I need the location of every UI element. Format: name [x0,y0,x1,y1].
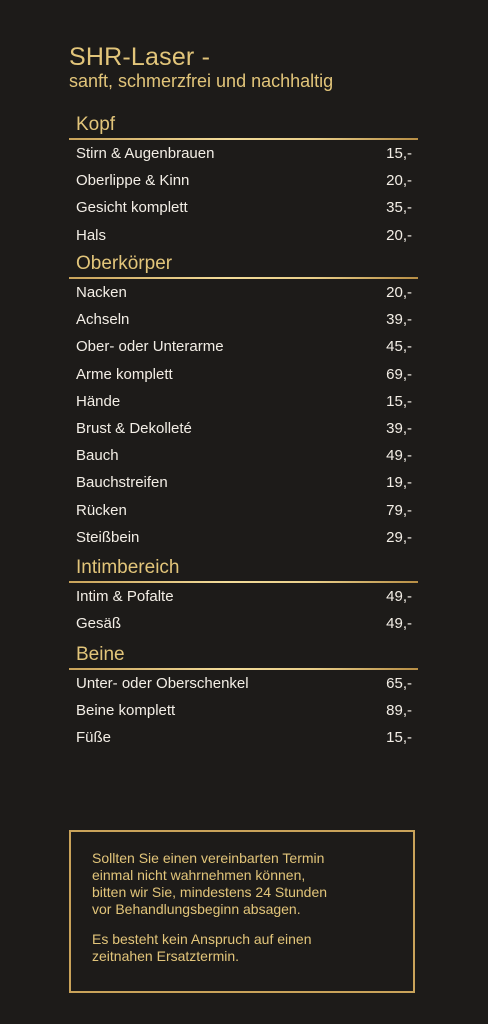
price-section-intimbereich [69,555,418,637]
treatment-label: Beine komplett [76,702,176,720]
section-title: Kopf [76,114,116,135]
page-title: SHR-Laser - [69,43,211,71]
price-row [69,388,418,415]
price-row [69,583,418,610]
treatment-price: 39,- [386,311,412,329]
treatment-price: 29,- [386,528,412,546]
treatment-label: Oberlippe & Kinn [76,172,190,190]
treatment-label: Nacken [76,284,127,301]
treatment-label: Intim & Pofalte [76,588,174,605]
section-title: Oberkörper [76,253,173,274]
treatment-price: 20,- [386,172,412,190]
price-row [69,497,418,524]
treatment-label: Rücken [76,501,127,519]
treatment-price: 35,- [386,199,412,217]
section-header [69,555,418,583]
price-section-kopf [69,112,418,249]
price-row [69,724,418,751]
treatment-price: 15,- [386,392,412,410]
treatment-price: 45,- [386,338,412,356]
price-section-oberkoerper [69,251,418,551]
treatment-price: 49,- [386,615,412,633]
treatment-label: Gesäß [76,615,122,633]
treatment-price: 49,- [386,447,412,465]
treatment-label: Ober- oder Unterarme [76,338,224,356]
price-row [69,442,418,469]
price-row [69,167,418,194]
treatment-label: Bauch [76,447,119,465]
treatment-price: 89,- [386,702,412,720]
treatment-label: Füße [76,729,112,747]
treatment-label: Bauchstreifen [76,474,168,492]
price-row [69,469,418,496]
treatment-price: 20,- [386,284,412,301]
treatment-price: 79,- [386,501,412,519]
treatment-label: Unter- oder Oberschenkel [76,675,249,692]
section-title: Beine [76,644,125,665]
treatment-label: Steißbein [76,528,140,546]
treatment-label: Hände [76,392,121,410]
price-row [69,279,418,306]
treatment-price: 39,- [386,419,412,437]
price-row [69,222,418,249]
section-header [69,251,418,279]
price-row [69,670,418,697]
treatment-price: 65,- [386,675,412,692]
price-row [69,697,418,724]
price-row [69,306,418,333]
price-row [69,361,418,388]
treatment-price: 15,- [386,145,412,162]
cancellation-notice-box [69,830,415,993]
treatment-price: 49,- [386,588,412,605]
price-row [69,610,418,637]
treatment-price: 69,- [386,365,412,383]
price-section-beine [69,642,418,752]
section-header [69,112,418,140]
price-row [69,333,418,360]
treatment-price: 20,- [386,226,412,244]
treatment-label: Brust & Dekolleté [76,419,192,437]
notice-paragraph: Es besteht kein Anspruch auf einen zeitnahen Ersatztermin. [92,931,312,964]
price-row [69,524,418,551]
treatment-label: Arme komplett [76,365,173,383]
treatment-label: Stirn & Augenbrauen [76,145,215,162]
price-row [69,140,418,167]
treatment-price: 15,- [386,729,412,747]
treatment-price: 19,- [386,474,412,492]
price-row [69,415,418,442]
notice-paragraph: Sollten Sie einen vereinbarten Termin einmal nicht wahrnehmen können, bitten wir Sie, mindestens 24 Stunden vor Behandlungsbeginn absagen. [92,850,328,917]
treatment-label: Hals [76,226,107,244]
price-row [69,194,418,221]
treatment-label: Gesicht komplett [76,199,188,217]
page-subtitle: sanft, schmerzfrei und nachhaltig [69,71,334,91]
section-header [69,642,418,670]
section-title: Intimbereich [76,557,180,578]
treatment-label: Achseln [76,311,130,329]
